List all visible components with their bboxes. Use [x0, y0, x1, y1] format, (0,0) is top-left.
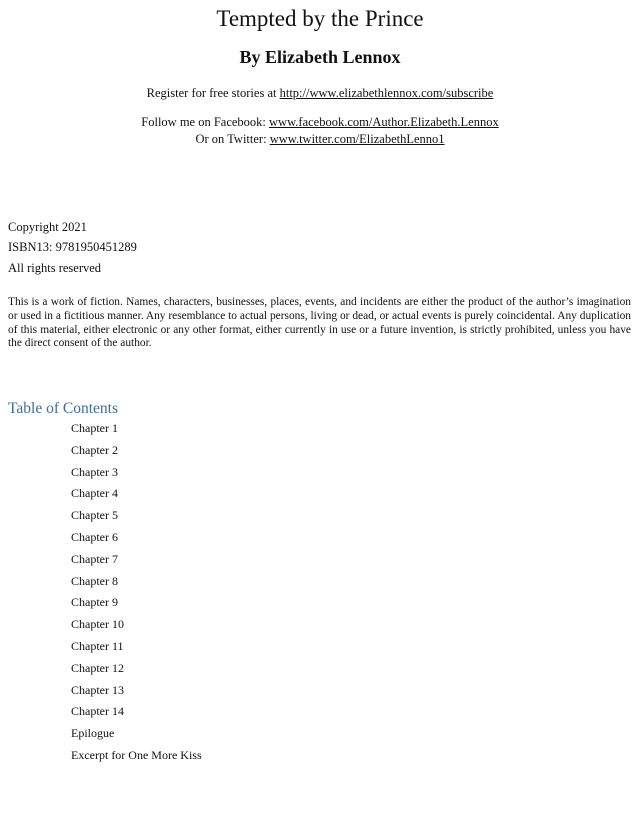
toc-item[interactable]: Excerpt for One More Kiss [71, 747, 202, 762]
toc-list [71, 420, 202, 769]
register-link[interactable]: http://www.elizabethlennox.com/subscribe [279, 86, 494, 100]
twitter-text: Or on Twitter: [195, 132, 270, 146]
toc-heading: Table of Contents [8, 400, 118, 417]
register-line [0, 86, 640, 101]
book-title: Tempted by the Prince [216, 6, 424, 31]
toc-item[interactable]: Chapter 14 [71, 704, 124, 719]
register-text: Register for free stories at [146, 86, 280, 100]
facebook-text: Follow me on Facebook: [141, 115, 270, 129]
toc-item[interactable]: Chapter 1 [71, 421, 118, 435]
toc-item[interactable]: Chapter 11 [71, 638, 124, 653]
facebook-line [0, 115, 640, 130]
toc-item[interactable]: Chapter 13 [71, 682, 124, 697]
toc-item[interactable]: Chapter 10 [71, 617, 124, 632]
isbn: ISBN13: 9781950451289 [8, 240, 137, 254]
toc-item[interactable]: Chapter 5 [71, 508, 118, 523]
toc-item[interactable]: Chapter 12 [71, 660, 124, 675]
rights-reserved: All rights reserved [8, 261, 102, 275]
facebook-link[interactable]: www.facebook.com/Author.Elizabeth.Lennox [269, 115, 499, 129]
twitter-link[interactable]: www.twitter.com/ElizabethLenno1 [269, 132, 445, 146]
book-author: By Elizabeth Lennox [239, 47, 401, 67]
toc-item[interactable]: Chapter 6 [71, 529, 118, 544]
toc-item[interactable]: Chapter 7 [71, 551, 118, 566]
twitter-line [0, 132, 640, 147]
toc-item[interactable]: Chapter 8 [71, 573, 118, 588]
toc-item[interactable]: Epilogue [71, 726, 115, 741]
toc-item[interactable]: Chapter 9 [71, 595, 118, 610]
copyright-year: Copyright 2021 [8, 220, 87, 234]
disclaimer-paragraph: This is a work of fiction. Names, characters, businesses, places, events, and incidents are either the product of the author’s imagination or used in a fictitious manner. Any resemblance to actual persons, living or dead, or actual events is purely coincidental. Any duplication of this material, either electronic or any other format, either currently in use or a future invention, is strictly prohibited, unless you have the direct consent of the author. [8, 296, 631, 350]
toc-item[interactable]: Chapter 3 [71, 464, 118, 479]
toc-item[interactable]: Chapter 4 [71, 486, 118, 501]
toc-item[interactable]: Chapter 2 [71, 442, 118, 457]
